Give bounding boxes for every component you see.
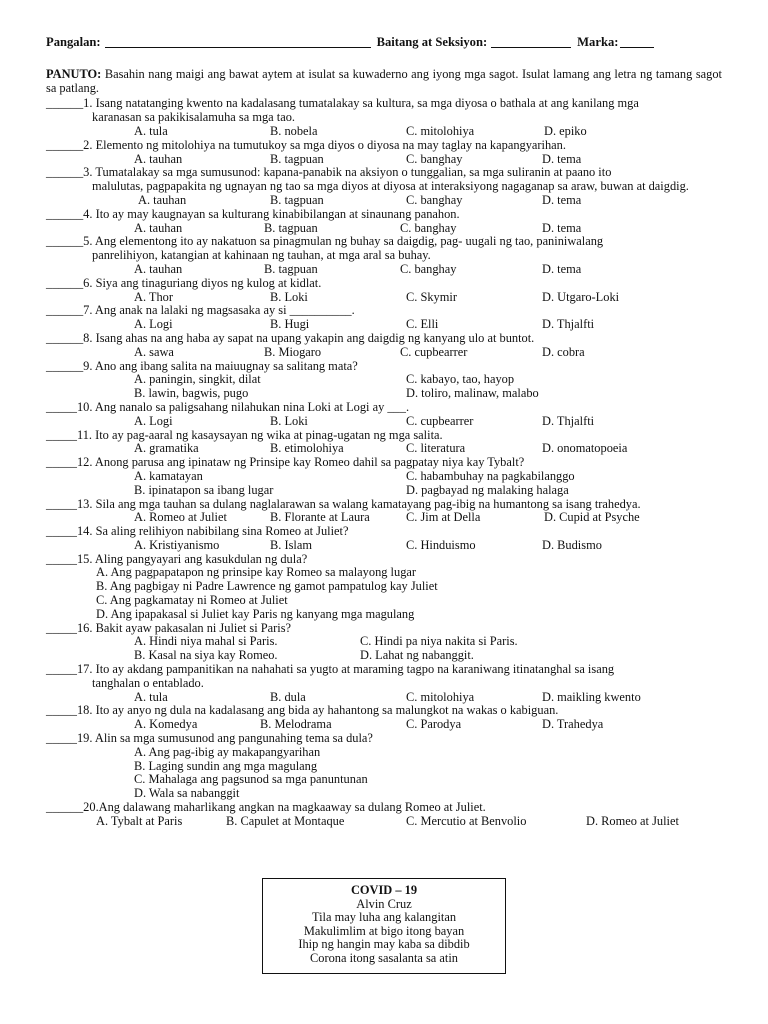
name-field[interactable] xyxy=(105,36,371,48)
answer-blank-16[interactable]: _____ xyxy=(46,620,77,635)
question-5-options xyxy=(46,263,722,277)
question-3-cont: malulutas, pagpapakita ng ugnayan ng tao sa mga diyos at diyosa at interaksiyong nagaganap sa araw, buwan at daigdig. xyxy=(92,179,689,194)
option-b: B. etimolohiya xyxy=(270,441,344,456)
option-b: B. dula xyxy=(270,689,306,704)
option-b: B. Kasal na siya kay Romeo. xyxy=(134,648,278,663)
name-label: Pangalan: xyxy=(46,35,101,49)
option-d: D. tema xyxy=(542,192,582,207)
option-d: D. Utgaro-Loki xyxy=(542,289,620,304)
option-b: B. Laging sundin ang mga magulang xyxy=(134,758,318,773)
question-3 xyxy=(46,166,722,180)
option-b: B. Ang pagbigay ni Padre Lawrence ng gamot pampatulog kay Juliet xyxy=(96,579,438,594)
instructions-text: Basahin nang maigi ang bawat aytem at isulat sa kuwaderno ang iyong mga sagot. Isulat lamang ang letra ng tamang sagot sa patlang. xyxy=(46,66,722,95)
option-b: B. tagpuan xyxy=(264,220,318,235)
question-2 xyxy=(46,139,722,153)
answer-blank-15[interactable]: _____ xyxy=(46,551,77,566)
question-14-options xyxy=(46,539,722,553)
option-a: A. Logi xyxy=(134,317,173,332)
option-c: C. kabayo, tao, hayop xyxy=(406,372,515,387)
answer-blank-11[interactable]: _____ xyxy=(46,427,77,442)
option-b: B. Florante at Laura xyxy=(270,510,370,525)
answer-blank-14[interactable]: _____ xyxy=(46,524,77,539)
grade-field[interactable] xyxy=(491,36,571,48)
question-10-options xyxy=(46,415,722,429)
option-a: A. Ang pag-ibig ay makapangyarihan xyxy=(134,744,321,759)
option-b: B. tagpuan xyxy=(270,192,324,207)
answer-blank-1[interactable]: ______ xyxy=(46,96,84,111)
option-a: A. paningin, singkit, dilat xyxy=(134,372,261,387)
question-10 xyxy=(46,401,722,415)
question-19-options xyxy=(46,746,722,801)
option-c: C. Jim at Della xyxy=(406,510,481,525)
question-18 xyxy=(46,704,722,718)
question-6 xyxy=(46,277,722,291)
question-9-text: 9. Ano ang ibang salita na maiuugnay sa salitang mata? xyxy=(83,358,358,373)
question-8 xyxy=(46,332,722,346)
option-a: A. Tybalt at Paris xyxy=(96,813,183,828)
question-6-text: 6. Siya ang tinaguriang diyos ng kulog at kidlat. xyxy=(83,275,322,290)
question-16-options-row-1 xyxy=(46,635,722,649)
question-17-cont: tanghalan o entablado. xyxy=(92,675,204,690)
question-5 xyxy=(46,235,722,249)
option-c: C. cupbearrer xyxy=(406,413,474,428)
question-18-options xyxy=(46,718,722,732)
worksheet xyxy=(46,36,722,829)
question-5-cont: panrelihiyon, katangian at kahinaan ng tauhan, at mga aral sa buhay. xyxy=(92,248,431,263)
score-field[interactable] xyxy=(620,36,654,48)
question-20-text: 20.Ang dalawang maharlikang angkan na magkaaway sa dulang Romeo at Juliet. xyxy=(83,800,486,815)
option-b: B. tagpuan xyxy=(270,151,324,166)
answer-blank-3[interactable]: ______ xyxy=(46,165,84,180)
option-b: B. ipinatapon sa ibang lugar xyxy=(134,482,274,497)
option-c: C. mitolohiya xyxy=(406,689,475,704)
option-c: C. cupbearrer xyxy=(400,344,468,359)
question-1 xyxy=(46,97,722,111)
question-20-options xyxy=(46,815,722,829)
option-c: C. Skymir xyxy=(406,289,457,304)
answer-blank-20[interactable]: ______ xyxy=(46,800,84,815)
option-a: A. tauhan xyxy=(134,220,183,235)
option-d: D. Romeo at Juliet xyxy=(586,813,679,828)
option-d: D. epiko xyxy=(544,123,587,138)
question-1-text: 1. Isang natatanging kwento na kadalasang tumatalakay sa kultura, sa mga diyosa o bathala at ang kanilang mga xyxy=(83,96,639,111)
question-4-text: 4. Ito ay may kaugnayan sa kulturang kinabibilangan at sinaunang panahon. xyxy=(83,206,460,221)
option-c: C. Mahalaga ang pagsunod sa mga panuntunan xyxy=(134,772,368,787)
question-16-options-row-2 xyxy=(46,649,722,663)
option-b: B. Loki xyxy=(270,289,308,304)
question-8-options xyxy=(46,346,722,360)
answer-blank-12[interactable]: _____ xyxy=(46,455,77,470)
instructions-label: PANUTO: xyxy=(46,66,102,81)
option-d: D. pagbayad ng malaking halaga xyxy=(406,482,569,497)
question-9-options-row-2 xyxy=(46,387,722,401)
option-d: D. Thjalfti xyxy=(542,413,595,428)
option-d: D. cobra xyxy=(542,344,585,359)
answer-blank-4[interactable]: ______ xyxy=(46,206,84,221)
option-a: A. gramatika xyxy=(134,441,199,456)
question-19 xyxy=(46,732,722,746)
question-15 xyxy=(46,553,722,567)
answer-blank-7[interactable]: ______ xyxy=(46,303,84,318)
question-16-text: 16. Bakit ayaw pakasalan ni Juliet si Paris? xyxy=(76,620,292,635)
question-13-text: 13. Sila ang mga tauhan sa dulang naglalarawan sa walang kamatayang pag-ibig na humantong sa isang trahedya. xyxy=(76,496,641,511)
question-10-text: 10. Ang nanalo sa paligsahang nilahukan nina Loki at Logi ay ___. xyxy=(76,399,410,414)
question-12-text: 12. Anong parusa ang ipinataw ng Prinsipe kay Romeo dahil sa pagpatay niya kay Tybalt? xyxy=(76,455,525,470)
option-d: D. Thjalfti xyxy=(542,317,595,332)
option-a: A. Hindi niya mahal si Paris. xyxy=(134,634,278,649)
option-a: A. tula xyxy=(134,123,168,138)
answer-blank-18[interactable]: _____ xyxy=(46,703,77,718)
question-7-text: 7. Ang anak na lalaki ng magsasaka ay si __________. xyxy=(83,303,355,318)
option-b: B. Miogaro xyxy=(264,344,322,359)
option-c: C. Ang pagkamatay ni Romeo at Juliet xyxy=(96,593,288,608)
poem-title: COVID – 19 xyxy=(350,883,418,897)
option-d: D. maikling kwento xyxy=(542,689,641,704)
option-a: A. Ang pagpapatapon ng prinsipe kay Romeo sa malayong lugar xyxy=(96,565,417,580)
question-6-options xyxy=(46,291,722,305)
option-c: C. Parodya xyxy=(406,717,462,732)
poem-box xyxy=(262,878,506,974)
option-d: D. tema xyxy=(542,220,582,235)
grade-label: Baitang at Seksiyon: xyxy=(376,35,488,49)
option-c: C. banghay xyxy=(406,151,463,166)
option-d: D. Ang ipapakasal si Juliet kay Paris ng kanyang mga magulang xyxy=(96,606,415,621)
option-a: A. tauhan xyxy=(138,192,187,207)
question-1-options xyxy=(46,125,722,139)
option-c: C. banghay xyxy=(400,261,457,276)
answer-blank-13[interactable]: _____ xyxy=(46,496,77,511)
option-a: A. Logi xyxy=(134,413,173,428)
question-19-text: 19. Alin sa mga sumusunod ang pangunahing tema sa dula? xyxy=(76,731,373,746)
answer-blank-5[interactable]: ______ xyxy=(46,234,84,249)
question-15-text: 15. Aling pangyayari ang kasukdulan ng dula? xyxy=(76,551,308,566)
question-17-options xyxy=(46,691,722,705)
question-13 xyxy=(46,498,722,512)
question-4-options xyxy=(46,222,722,236)
answer-blank-19[interactable]: _____ xyxy=(46,731,77,746)
option-d: D. Budismo xyxy=(542,537,602,552)
option-c: C. Mercutio at Benvolio xyxy=(406,813,527,828)
question-11-text: 11. Ito ay pag-aaral ng kasaysayan ng wika at pinag-ugatan ng mga salita. xyxy=(76,427,443,442)
option-b: B. tagpuan xyxy=(264,261,318,276)
option-d: D. Wala sa nabanggit xyxy=(134,786,240,801)
option-c: C. banghay xyxy=(406,192,463,207)
question-12 xyxy=(46,456,722,470)
option-b: B. lawin, bagwis, pugo xyxy=(134,386,249,401)
question-17-text: 17. Ito ay akdang pampanitikan na nahahati sa yugto at maraming tagpo na karaniwang itinatanghal sa isang xyxy=(76,662,615,677)
option-c: C. banghay xyxy=(400,220,457,235)
poem-line: Makulimlim at bigo itong bayan xyxy=(303,923,465,938)
answer-blank-17[interactable]: _____ xyxy=(46,662,77,677)
question-3-text: 3. Tumatalakay sa mga sumusunod: kapana-panabik na aksiyon o tunggalian, sa mga suliranin at paano ito xyxy=(83,165,612,180)
question-14-text: 14. Sa aling relihiyon nabibilang sina Romeo at Juliet? xyxy=(76,524,349,539)
poem-line: Tila may luha ang kalangitan xyxy=(311,910,457,925)
question-20 xyxy=(46,801,722,815)
option-b: B. Capulet at Montaque xyxy=(226,813,345,828)
option-d: D. tema xyxy=(542,151,582,166)
option-a: A. sawa xyxy=(134,344,174,359)
question-7-options xyxy=(46,318,722,332)
option-b: B. Hugi xyxy=(270,317,310,332)
option-d: D. toliro, malinaw, malabo xyxy=(406,386,539,401)
option-c: C. literatura xyxy=(406,441,466,456)
option-a: A. Romeo at Juliet xyxy=(134,510,227,525)
question-7 xyxy=(46,304,722,318)
option-d: D. Trahedya xyxy=(542,717,604,732)
option-d: D. Cupid at Psyche xyxy=(544,510,640,525)
question-14 xyxy=(46,525,722,539)
option-c: C. Hinduismo xyxy=(406,537,476,552)
header-fields xyxy=(46,36,722,50)
option-d: D. onomatopoeia xyxy=(542,441,628,456)
question-9 xyxy=(46,360,722,374)
option-c: C. Hindi pa niya nakita si Paris. xyxy=(360,634,518,649)
option-c: C. habambuhay na pagkabilanggo xyxy=(406,468,575,483)
answer-blank-8[interactable]: ______ xyxy=(46,330,84,345)
question-5-text: 5. Ang elementong ito ay nakatuon sa pinagmulan ng buhay sa daigdig, pag- uugali ng tao, paniniwalang xyxy=(83,234,604,249)
question-13-options xyxy=(46,511,722,525)
question-8-text: 8. Isang ahas na ang haba ay sapat na upang yakapin ang daigdig ng kanyang ulo at buntot. xyxy=(83,330,535,345)
question-18-text: 18. Ito ay anyo ng dula na kadalasang ang bida ay hahantong sa malungkot na wakas o kabiguan. xyxy=(76,703,559,718)
question-4 xyxy=(46,208,722,222)
question-11 xyxy=(46,429,722,443)
question-3-options xyxy=(46,194,722,208)
option-d: D. Lahat ng nabanggit. xyxy=(360,648,474,663)
question-12-options-row-2 xyxy=(46,484,722,498)
question-16 xyxy=(46,622,722,636)
poem-author: Alvin Cruz xyxy=(356,896,412,911)
option-a: A. tauhan xyxy=(134,261,183,276)
answer-blank-9[interactable]: ______ xyxy=(46,358,84,373)
instructions xyxy=(46,68,722,96)
question-12-options-row-1 xyxy=(46,470,722,484)
option-b: B. Loki xyxy=(270,413,308,428)
question-2-text: 2. Elemento ng mitolohiya na tumutukoy sa mga diyos o diyosa na may taglay na kapangyarihan. xyxy=(83,137,566,152)
question-2-options xyxy=(46,153,722,167)
question-17 xyxy=(46,663,722,677)
option-a: A. tula xyxy=(134,689,168,704)
option-b: B. Melodrama xyxy=(260,717,332,732)
poem-line: Corona itong sasalanta sa atin xyxy=(310,950,458,965)
question-15-options xyxy=(46,566,722,621)
poem-line: Ihip ng hangin may kaba sa dibdib xyxy=(298,937,470,952)
option-d: D. tema xyxy=(542,261,582,276)
answer-blank-10[interactable]: _____ xyxy=(46,399,77,414)
option-a: A. tauhan xyxy=(134,151,183,166)
question-11-options xyxy=(46,442,722,456)
option-a: A. Komedya xyxy=(134,717,198,732)
answer-blank-2[interactable]: ______ xyxy=(46,137,84,152)
option-c: C. Elli xyxy=(406,317,439,332)
option-a: A. Thor xyxy=(134,289,174,304)
option-c: C. mitolohiya xyxy=(406,123,475,138)
question-1-cont: karanasan sa pakikisalamuha sa mga tao. xyxy=(92,110,295,125)
option-b: B. Islam xyxy=(270,537,312,552)
question-9-options-row-1 xyxy=(46,373,722,387)
score-label: Marka: xyxy=(577,35,619,49)
option-b: B. nobela xyxy=(270,123,318,138)
option-a: A. Kristiyanismo xyxy=(134,537,220,552)
answer-blank-6[interactable]: ______ xyxy=(46,275,84,290)
option-a: A. kamatayan xyxy=(134,468,203,483)
